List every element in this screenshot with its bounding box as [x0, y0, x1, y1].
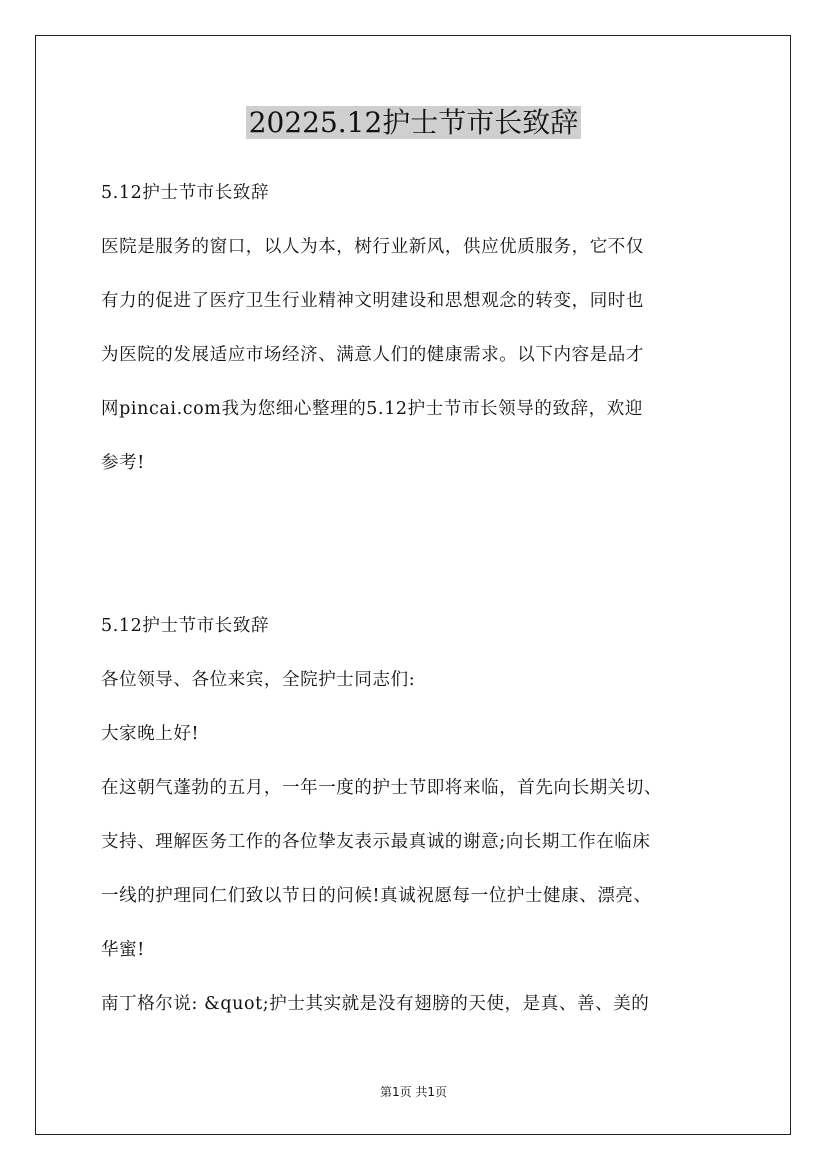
paragraph-line: 参考! — [101, 453, 145, 473]
paragraph-line: 有力的促进了医疗卫生行业精神文明建设和思想观念的转变，同时也 — [101, 291, 644, 311]
paragraph-line: 在这朝气蓬勃的五月，一年一度的护士节即将来临，首先向长期关切、 — [101, 778, 663, 798]
page-footer: 第1页 共1页 — [379, 1085, 448, 1099]
paragraph-line: 支持、理解医务工作的各位挚友表示最真诚的谢意;向长期工作在临床 — [101, 832, 651, 852]
document-title — [0, 104, 827, 142]
section-heading: 5.12护士节市长致辞 — [101, 616, 270, 636]
paragraph-line: 各位领导、各位来宾，全院护士同志们: — [101, 670, 416, 690]
paragraph-line: 南丁格尔说: &quot;护士其实就是没有翅膀的天使，是真、善、美的 — [101, 994, 650, 1014]
paragraph-line: 5.12护士节市长致辞 — [101, 183, 270, 203]
document-title-text: 20225.12护士节市长致辞 — [246, 106, 582, 139]
paragraph-line: 网pincai.com我为您细心整理的5.12护士节市长领导的致辞，欢迎 — [101, 399, 643, 419]
paragraph-line: 大家晚上好! — [101, 724, 200, 744]
paragraph-line: 华蜜! — [101, 940, 145, 960]
paragraph-line: 医院是服务的窗口，以人为本，树行业新风，供应优质服务，它不仅 — [101, 237, 644, 257]
paragraph-line: 为医院的发展适应市场经济、满意人们的健康需求。以下内容是品才 — [101, 345, 644, 365]
paragraph-line: 一线的护理同仁们致以节日的问候!真诚祝愿每一位护士健康、漂亮、 — [101, 886, 652, 906]
